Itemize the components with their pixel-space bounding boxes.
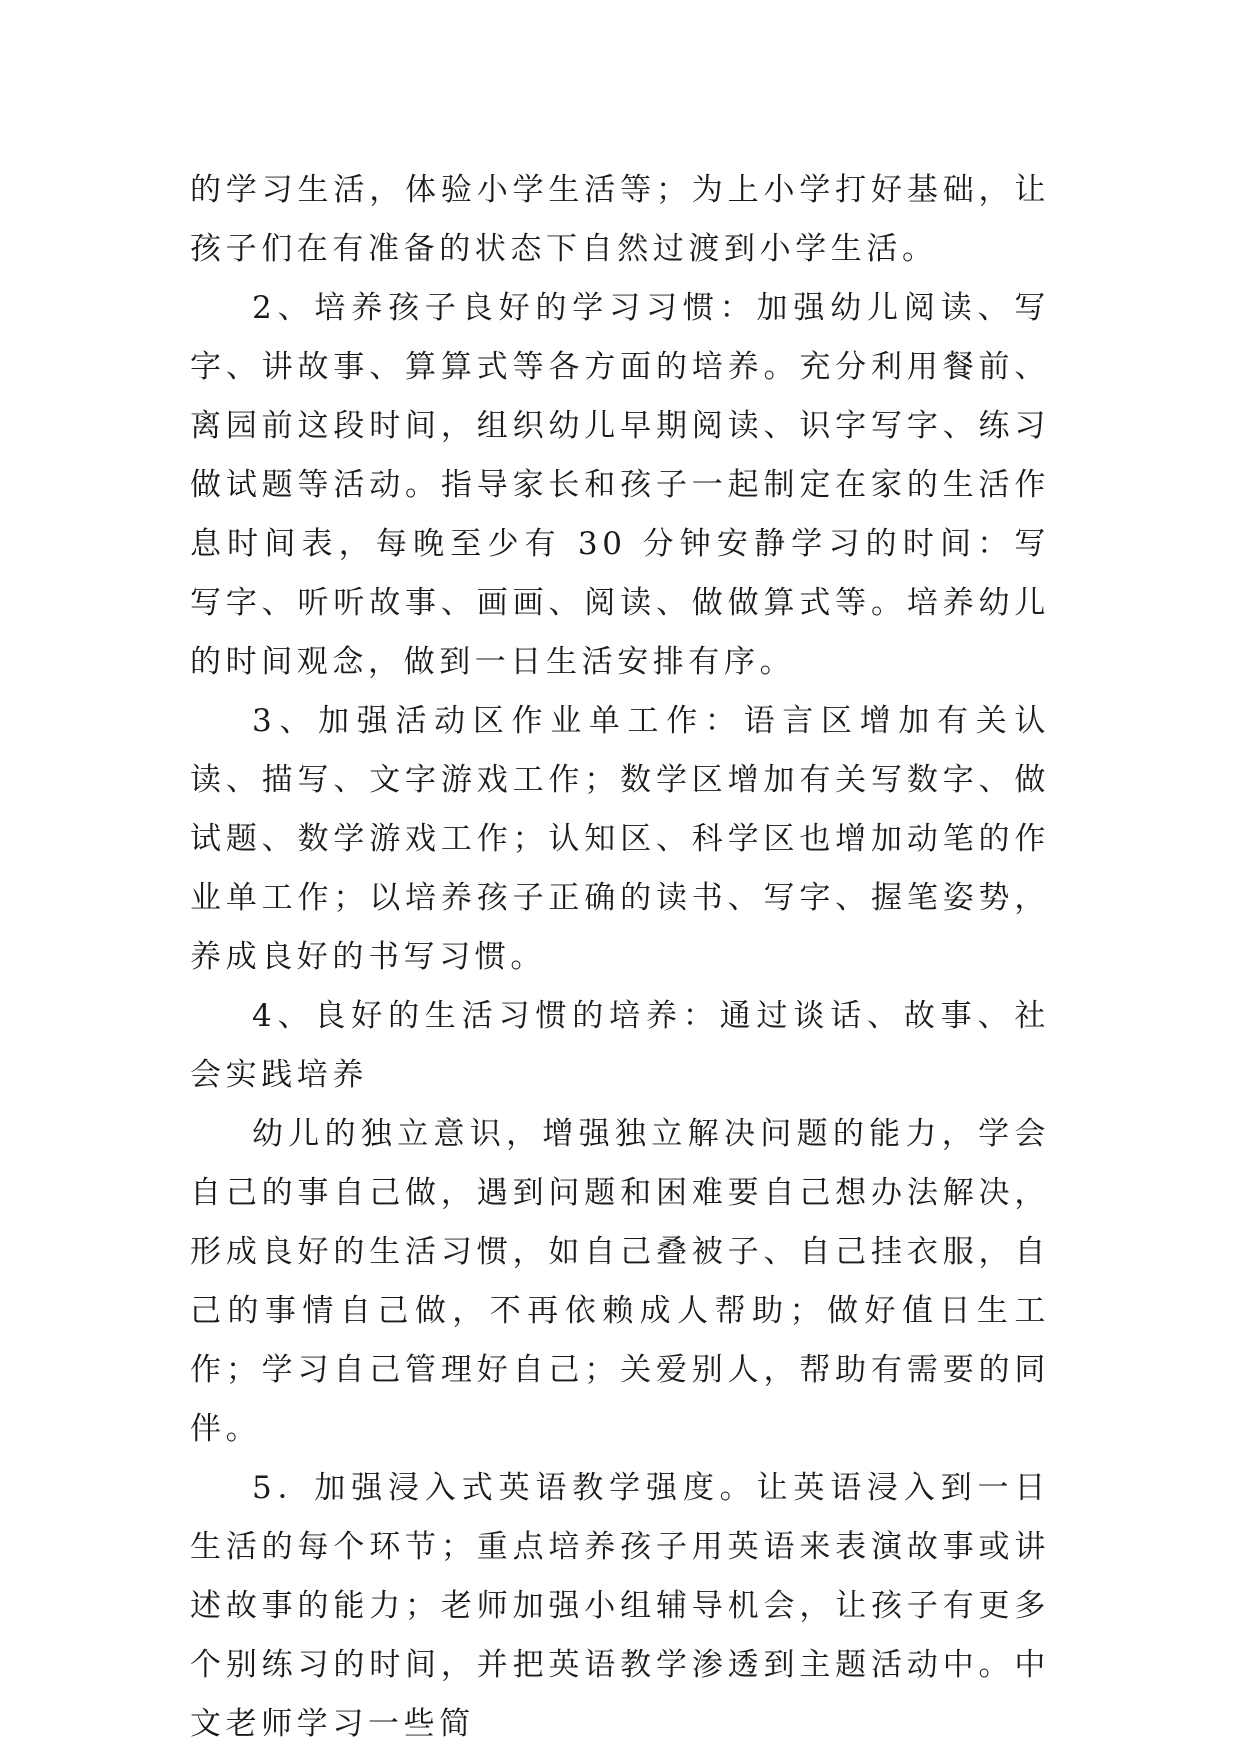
- paragraph-continuation: 的学习生活，体验小学生活等；为上小学打好基础，让孩子们在有准备的状态下自然过渡到小学生活。: [190, 172, 1050, 267]
- paragraph-independence: 幼儿的独立意识，增强独立解决问题的能力，学会自己的事自己做，遇到问题和困难要自己想办法解决，形成良好的生活习惯，如自己叠被子、自己挂衣服，自己的事情自己做，不再依赖成人帮助；做好值日生工作；学习自己管理好自己；关爱别人，帮助有需要的同伴。: [190, 1116, 1050, 1447]
- paragraph-item-5-english: 5．加强浸入式英语教学强度。让英语浸入到一日生活的每个环节；重点培养孩子用英语来表演故事或讲述故事的能力；老师加强小组辅导机会，让孩子有更多个别练习的时间，并把英语教学渗透到主题活动中。中文老师学习一些简: [190, 1470, 1050, 1742]
- document-body: [190, 161, 1050, 1754]
- paragraph-item-4-life-habits: 4、良好的生活习惯的培养：通过谈话、故事、社会实践培养: [190, 998, 1050, 1093]
- paragraph-item-3-activity-area: 3、加强活动区作业单工作：语言区增加有关认读、描写、文字游戏工作；数学区增加有关写数字、做试题、数学游戏工作；认知区、科学区也增加动笔的作业单工作；以培养孩子正确的读书、写字、握笔姿势，养成良好的书写习惯。: [190, 703, 1050, 975]
- paragraph-item-2-study-habits: 2、培养孩子良好的学习习惯：加强幼儿阅读、写字、讲故事、算算式等各方面的培养。充分利用餐前、离园前这段时间，组织幼儿早期阅读、识字写字、练习做试题等活动。指导家长和孩子一起制定在家的生活作息时间表，每晚至少有 30 分钟安静学习的时间：写写字、听听故事、画画、阅读、做做算式等。培养幼儿的时间观念，做到一日生活安排有序。: [190, 290, 1050, 680]
